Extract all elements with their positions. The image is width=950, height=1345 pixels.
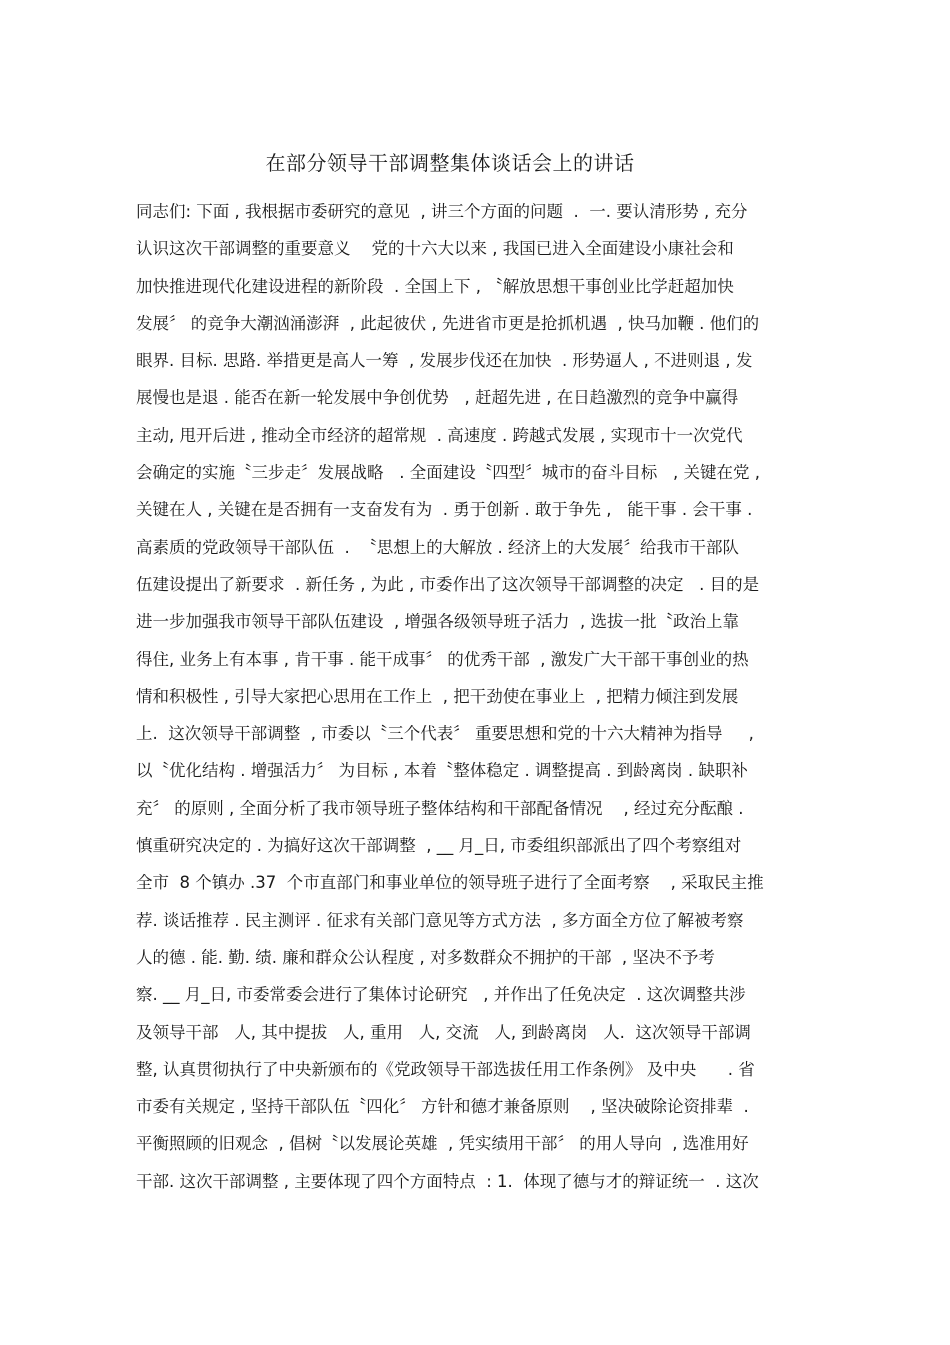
body-text-line: 及领导干部 人, 其中提拔 人, 重用 人, 交流 人, 到龄离岗 人. 这次领导干部调 bbox=[136, 1022, 751, 1042]
body-text-line: 高素质的党政领导干部队伍 . 〝思想上的大解放 . 经济上的大发展〞给我市干部队 bbox=[136, 537, 739, 557]
body-text-line: 认识这次干部调整的重要意义 党的十六大以来 , 我国已进入全面建设小康社会和 bbox=[136, 239, 734, 259]
body-text-line: 加快推进现代化建设进程的新阶段 . 全国上下 , 〝解放思想干事创业比学赶超加快 bbox=[136, 276, 734, 296]
body-text-line: 充〞 的原则 , 全面分析了我市领导班子整体结构和干部配备情况 , 经过充分酝酿 . bbox=[136, 798, 744, 818]
document-body bbox=[136, 193, 826, 1200]
body-text-line: 人的德 . 能. 勤. 绩. 廉和群众公认程度 , 对多数群众不拥护的干部 , 坚决不予考 bbox=[136, 947, 715, 967]
body-text-line: 同志们: 下面 , 我根据市委研究的意见 , 讲三个方面的问题 . 一. 要认清形势 , 充分 bbox=[136, 202, 748, 221]
body-text-line: 慎重研究决定的 . 为搞好这次干部调整 , __ 月_日, 市委组织部派出了四个考察组对 bbox=[136, 836, 742, 856]
body-text-line: 全市 8 个镇办 .37 个市直部门和事业单位的领导班子进行了全面考察 , 采取民主推 bbox=[136, 873, 764, 893]
body-text-line: 得住, 业务上有本事 , 肯干事 . 能干成事〞 的优秀干部 , 激发广大干部干事创业的热 bbox=[136, 649, 749, 669]
body-text-line: 上. 这次领导干部调整 , 市委以〝三个代表〞 重要思想和党的十六大精神为指导 , bbox=[136, 724, 754, 744]
body-text-line: 眼界. 目标. 思路. 举措更是高人一筹 , 发展步伐还在加快 . 形势逼人 , 不进则退 , 发 bbox=[136, 351, 753, 371]
body-text-line: 伍建设提出了新要求 . 新任务 , 为此 , 市委作出了这次领导干部调整的决定 . 目的是 bbox=[136, 574, 760, 594]
body-text-line: 整, 认真贯彻执行了中央新颁布的《党政领导干部选拔任用工作条例》 及中央 . 省 bbox=[136, 1059, 755, 1079]
document-title: 在部分领导干部调整集体谈话会上的讲话 bbox=[265, 151, 635, 175]
body-text-line: 展慢也是退 . 能否在新一轮发展中争创优势 , 赶超先进 , 在日趋激烈的竞争中赢得 bbox=[136, 388, 739, 408]
body-text-line: 进一步加强我市领导干部队伍建设 , 增强各级领导班子活力 , 选拔一批〝政治上靠 bbox=[136, 612, 739, 632]
body-text-line: 以〝优化结构 . 增强活力〞 为目标 , 本着〝整体稳定 . 调整提高 . 到龄离岗 . 缺职补 bbox=[136, 761, 748, 781]
body-text-line: 市委有关规定 , 坚持干部队伍〝四化〞 方针和德才兼备原则 , 坚决破除论资排辈 . bbox=[136, 1097, 749, 1117]
body-text-line: 荐. 谈话推荐 . 民主测评 . 征求有关部门意见等方式方法 , 多方面全方位了解被考察 bbox=[136, 910, 744, 930]
body-text-line: 主动, 甩开后进 , 推动全市经济的超常规 . 高速度 . 跨越式发展 , 实现市十一次党代 bbox=[136, 425, 743, 445]
body-text-line: 情和积极性 , 引导大家把心思用在工作上 , 把干劲使在事业上 , 把精力倾注到发展 bbox=[136, 686, 739, 706]
body-text-line: 关键在人 , 关键在是否拥有一支奋发有为 . 勇于创新 . 敢于争先 , 能干事 . 会干事 . bbox=[136, 500, 753, 520]
body-text-line: 平衡照顾的旧观念 , 倡树〝以发展论英雄 , 凭实绩用干部〞 的用人导向 , 选准用好 bbox=[136, 1134, 749, 1154]
body-text-line: 干部. 这次干部调整 , 主要体现了四个方面特点 : 1. 体现了德与才的辩证统一 . 这次 bbox=[136, 1171, 759, 1191]
body-text-line: 会确定的实施〝三步走〞发展战略 . 全面建设〝四型〞城市的奋斗目标 , 关键在党 , bbox=[136, 463, 760, 483]
body-text-line: 察. __ 月_日, 市委常委会进行了集体讨论研究 , 并作出了任免决定 . 这次调整共涉 bbox=[136, 985, 746, 1005]
body-text-line: 发展〞 的竞争大潮汹涌澎湃 , 此起彼伏 , 先进省市更是抢抓机遇 , 快马加鞭 . 他们的 bbox=[136, 313, 760, 333]
